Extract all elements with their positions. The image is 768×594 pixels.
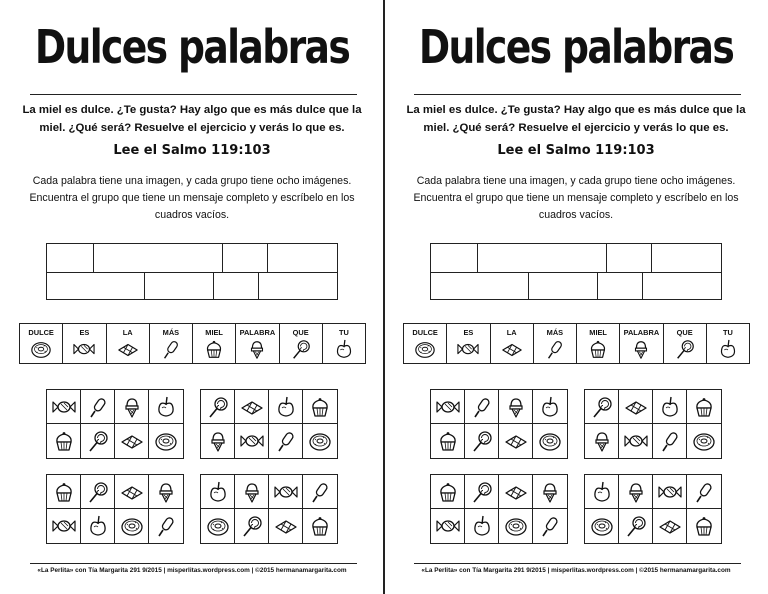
group-cell: [269, 509, 303, 543]
group-cell: [585, 390, 619, 424]
popsicle-icon: [538, 515, 562, 537]
footer-credits: «La Perlita» con Tía Margarita 291 9/2015 | misperlitas.wordpress.com | ©2015 hermanamargarita.com: [37, 567, 347, 574]
donut-icon: [538, 430, 562, 452]
cupcake-icon: [52, 430, 76, 452]
top-rule: [414, 94, 741, 95]
answer-cell[interactable]: [47, 244, 94, 272]
donut-icon: [120, 515, 144, 537]
candy-apple-icon: [470, 515, 494, 537]
verse-reference: Lee el Salmo 119:103: [113, 143, 271, 158]
chocolate-bar-icon: [120, 430, 144, 452]
answer-cell[interactable]: [431, 272, 529, 300]
picture-group[interactable]: [46, 389, 184, 459]
legend-item: [707, 324, 749, 363]
picture-group[interactable]: [200, 474, 338, 544]
group-cell: [431, 509, 465, 543]
group-cell: [115, 390, 149, 424]
chocolate-bar-icon: [504, 481, 528, 503]
legend-word: PALABRA: [623, 328, 660, 337]
group-cell: [269, 475, 303, 509]
donut-icon: [692, 430, 716, 452]
legend-item: [577, 324, 620, 363]
ice-cream-cone-icon: [246, 339, 268, 357]
bottom-rule: [414, 563, 741, 564]
answer-box: [430, 243, 722, 300]
group-cell: [47, 475, 81, 509]
verse-reference: Lee el Salmo 119:103: [497, 143, 655, 158]
group-cell: [115, 475, 149, 509]
group-cell: [235, 509, 269, 543]
picture-group[interactable]: [430, 389, 568, 459]
answer-cell[interactable]: [478, 244, 607, 272]
group-cell: [533, 509, 567, 543]
word-legend: [403, 323, 750, 364]
group-cell: [149, 424, 183, 458]
wrapped-candy-icon: [52, 396, 76, 418]
legend-item: [193, 324, 236, 363]
group-cell: [499, 509, 533, 543]
group-cell: [81, 390, 115, 424]
group-cell: [115, 509, 149, 543]
legend-word: TU: [722, 328, 733, 337]
answer-cell[interactable]: [214, 272, 259, 300]
legend-item: [323, 324, 365, 363]
group-cell: [499, 475, 533, 509]
lollipop-icon: [624, 515, 648, 537]
chocolate-bar-icon: [658, 515, 682, 537]
lollipop-icon: [240, 515, 264, 537]
group-cell: [619, 424, 653, 458]
lollipop-icon: [206, 396, 230, 418]
legend-word: QUE: [292, 328, 309, 337]
popsicle-icon: [154, 515, 178, 537]
chocolate-bar-icon: [624, 396, 648, 418]
group-cell: [687, 424, 721, 458]
group-cell: [687, 475, 721, 509]
lollipop-icon: [590, 396, 614, 418]
legend-word: PALABRA: [239, 328, 276, 337]
lollipop-icon: [290, 339, 312, 357]
group-cell: [303, 424, 337, 458]
worksheet-title: Dulces palabras: [34, 20, 350, 74]
lollipop-icon: [674, 339, 696, 357]
footer-credits: «La Perlita» con Tía Margarita 291 9/2015 | misperlitas.wordpress.com | ©2015 hermanamargarita.com: [421, 567, 731, 574]
donut-icon: [206, 515, 230, 537]
legend-item: [63, 324, 106, 363]
group-cell: [149, 509, 183, 543]
ice-cream-cone-icon: [120, 396, 144, 418]
group-cell: [303, 390, 337, 424]
cupcake-icon: [692, 515, 716, 537]
ice-cream-cone-icon: [154, 481, 178, 503]
instructions-text: Cada palabra tiene una imagen, y cada grupo tiene ocho imágenes. Encuentra el grupo que tiene un mensaje completo y escríbelo en los cuadros vacíos.: [29, 175, 355, 221]
ice-cream-cone-icon: [630, 339, 652, 357]
worksheet-title: Dulces palabras: [418, 20, 734, 74]
group-cell: [47, 390, 81, 424]
word-legend: [19, 323, 366, 364]
cupcake-icon: [308, 515, 332, 537]
group-cell: [201, 509, 235, 543]
intro-text: La miel es dulce. ¿Te gusta? Hay algo que es más dulce que la miel. ¿Qué será? Resuelve el ejercicio y verás lo que es.: [406, 104, 746, 134]
lollipop-icon: [470, 481, 494, 503]
answer-cell[interactable]: [94, 244, 223, 272]
answer-cell[interactable]: [652, 244, 721, 272]
lollipop-icon: [86, 430, 110, 452]
group-cell: [149, 390, 183, 424]
legend-item: [664, 324, 707, 363]
chocolate-bar-icon: [504, 430, 528, 452]
group-cell: [303, 509, 337, 543]
group-cell: [235, 390, 269, 424]
candy-apple-icon: [538, 396, 562, 418]
group-cell: [431, 390, 465, 424]
chocolate-bar-icon: [274, 515, 298, 537]
candy-apple-icon: [274, 396, 298, 418]
bottom-rule: [30, 563, 357, 564]
group-cell: [235, 475, 269, 509]
legend-word: TU: [338, 328, 349, 337]
group-cell: [533, 390, 567, 424]
group-cell: [81, 475, 115, 509]
donut-icon: [30, 339, 52, 357]
ice-cream-cone-icon: [240, 481, 264, 503]
ice-cream-cone-icon: [538, 481, 562, 503]
answer-cell[interactable]: [268, 244, 337, 272]
popsicle-icon: [544, 339, 566, 357]
ice-cream-cone-icon: [206, 430, 230, 452]
answer-cell[interactable]: [145, 272, 214, 300]
cupcake-icon: [436, 430, 460, 452]
group-cell: [499, 424, 533, 458]
popsicle-icon: [160, 339, 182, 357]
group-cell: [235, 424, 269, 458]
top-rule: [30, 94, 357, 95]
popsicle-icon: [658, 430, 682, 452]
legend-word: LA: [506, 328, 517, 337]
group-cell: [465, 424, 499, 458]
legend-word: MÁS: [546, 328, 564, 337]
popsicle-icon: [692, 481, 716, 503]
answer-cell[interactable]: [529, 272, 598, 300]
group-cell: [81, 424, 115, 458]
wrapped-candy-icon: [457, 339, 479, 357]
wrapped-candy-icon: [240, 430, 264, 452]
group-cell: [303, 475, 337, 509]
answer-row: [47, 272, 337, 300]
wrapped-candy-icon: [73, 339, 95, 357]
popsicle-icon: [274, 430, 298, 452]
answer-row: [431, 244, 721, 273]
instructions-text: Cada palabra tiene una imagen, y cada grupo tiene ocho imágenes. Encuentra el grupo que tiene un mensaje completo y escríbelo en los cuadros vacíos.: [413, 175, 739, 221]
group-cell: [269, 390, 303, 424]
group-cell: [499, 390, 533, 424]
chocolate-bar-icon: [240, 396, 264, 418]
picture-group[interactable]: [200, 389, 338, 459]
legend-item: [236, 324, 279, 363]
group-cell: [653, 424, 687, 458]
candy-apple-icon: [154, 396, 178, 418]
answer-cell[interactable]: [259, 272, 337, 300]
chocolate-bar-icon: [117, 339, 139, 357]
candy-apple-icon: [86, 515, 110, 537]
wrapped-candy-icon: [52, 515, 76, 537]
group-cell: [47, 509, 81, 543]
group-cell: [201, 475, 235, 509]
legend-item: [447, 324, 490, 363]
worksheet-right: [384, 0, 768, 594]
group-cell: [465, 390, 499, 424]
group-cell: [201, 424, 235, 458]
group-cell: [585, 475, 619, 509]
answer-cell[interactable]: [643, 272, 721, 300]
cupcake-icon: [203, 339, 225, 357]
donut-icon: [154, 430, 178, 452]
answer-cell[interactable]: [607, 244, 652, 272]
candy-apple-icon: [333, 339, 355, 357]
group-cell: [653, 509, 687, 543]
group-cell: [619, 390, 653, 424]
ice-cream-cone-icon: [504, 396, 528, 418]
legend-word: QUE: [676, 328, 693, 337]
group-cell: [687, 509, 721, 543]
legend-word: MIEL: [589, 328, 607, 337]
legend-item: [20, 324, 63, 363]
legend-item: [534, 324, 577, 363]
legend-item: [107, 324, 150, 363]
group-cell: [431, 475, 465, 509]
popsicle-icon: [308, 481, 332, 503]
group-cell: [201, 390, 235, 424]
group-cell: [47, 424, 81, 458]
cupcake-icon: [308, 396, 332, 418]
legend-word: MÁS: [162, 328, 180, 337]
group-cell: [115, 424, 149, 458]
picture-group[interactable]: [430, 474, 568, 544]
chocolate-bar-icon: [120, 481, 144, 503]
picture-group[interactable]: [584, 389, 722, 459]
wrapped-candy-icon: [658, 481, 682, 503]
legend-item: [491, 324, 534, 363]
answer-cell[interactable]: [598, 272, 643, 300]
group-cell: [687, 390, 721, 424]
answer-row: [431, 272, 721, 300]
group-cell: [585, 509, 619, 543]
legend-item: [404, 324, 447, 363]
legend-word: ES: [79, 328, 90, 337]
donut-icon: [308, 430, 332, 452]
group-cell: [619, 509, 653, 543]
popsicle-icon: [86, 396, 110, 418]
group-cell: [619, 475, 653, 509]
group-cell: [585, 424, 619, 458]
group-cell: [653, 390, 687, 424]
group-cell: [533, 424, 567, 458]
group-cell: [533, 475, 567, 509]
group-cell: [653, 475, 687, 509]
legend-item: [620, 324, 663, 363]
legend-word: ES: [463, 328, 474, 337]
wrapped-candy-icon: [436, 396, 460, 418]
group-cell: [465, 475, 499, 509]
picture-group[interactable]: [46, 474, 184, 544]
candy-apple-icon: [590, 481, 614, 503]
legend-item: [280, 324, 323, 363]
legend-word: MIEL: [205, 328, 223, 337]
group-cell: [465, 509, 499, 543]
answer-box: [46, 243, 338, 300]
answer-row: [47, 244, 337, 273]
answer-cell[interactable]: [431, 244, 478, 272]
ice-cream-cone-icon: [590, 430, 614, 452]
answer-cell[interactable]: [47, 272, 145, 300]
legend-word: DULCE: [412, 328, 438, 337]
intro-text: La miel es dulce. ¿Te gusta? Hay algo que es más dulce que la miel. ¿Qué será? Resuelve el ejercicio y verás lo que es.: [22, 104, 362, 134]
lollipop-icon: [86, 481, 110, 503]
donut-icon: [504, 515, 528, 537]
group-cell: [149, 475, 183, 509]
chocolate-bar-icon: [501, 339, 523, 357]
wrapped-candy-icon: [624, 430, 648, 452]
group-cell: [269, 424, 303, 458]
group-cell: [81, 509, 115, 543]
legend-item: [150, 324, 193, 363]
popsicle-icon: [470, 396, 494, 418]
candy-apple-icon: [717, 339, 739, 357]
answer-cell[interactable]: [223, 244, 268, 272]
cupcake-icon: [587, 339, 609, 357]
legend-word: LA: [122, 328, 133, 337]
ice-cream-cone-icon: [624, 481, 648, 503]
cupcake-icon: [52, 481, 76, 503]
candy-apple-icon: [658, 396, 682, 418]
group-cell: [431, 424, 465, 458]
donut-icon: [414, 339, 436, 357]
wrapped-candy-icon: [274, 481, 298, 503]
lollipop-icon: [470, 430, 494, 452]
picture-group[interactable]: [584, 474, 722, 544]
cupcake-icon: [436, 481, 460, 503]
cupcake-icon: [692, 396, 716, 418]
legend-word: DULCE: [28, 328, 54, 337]
wrapped-candy-icon: [436, 515, 460, 537]
candy-apple-icon: [206, 481, 230, 503]
donut-icon: [590, 515, 614, 537]
